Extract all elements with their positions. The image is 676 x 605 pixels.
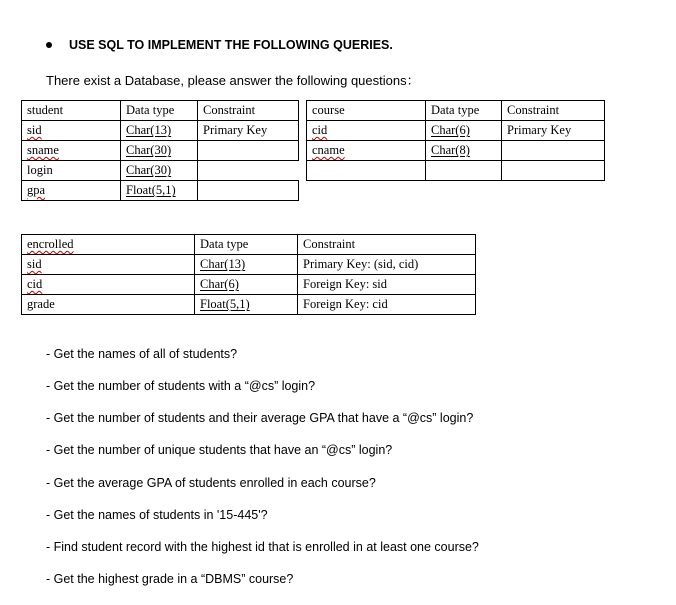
table-cell: gpa [27,183,46,197]
table-row [22,275,476,295]
table-cell [502,141,605,161]
table-cell: cid [27,277,43,291]
table-cell: Char(8) [431,143,470,157]
table-row [22,255,476,275]
table-cell [198,161,299,181]
table-row [22,235,476,255]
table-cell [307,161,426,181]
table-header-cell: Constraint [198,101,299,121]
table-header-cell: student [22,101,121,121]
table-header-cell: encrolled [27,237,74,251]
table-cell [198,181,299,201]
table-cell: Float(5,1) [126,183,176,197]
heading-bullet [46,38,393,52]
question-item: - Get the number of students with a “@cs” login? [46,379,316,393]
table-row [307,141,605,161]
table-row [307,121,605,141]
heading-text: USE SQL TO IMPLEMENT THE FOLLOWING QUERIES. [69,38,393,52]
table-cell: Char(13) [200,257,246,271]
table-header-cell: Data type [195,235,298,255]
table-row [22,181,299,201]
question-item: - Get the average GPA of students enrolled in each course? [46,476,376,490]
table-cell: sid [27,257,42,271]
question-item: - Find student record with the highest id that is enrolled in at least one course? [46,540,479,554]
table-cell: cid [312,123,328,137]
table-header-cell: Constraint [502,101,605,121]
table-cell: Primary Key [502,121,605,141]
table-header-cell: Data type [121,101,198,121]
student-table [21,100,299,201]
table-cell [426,161,502,181]
question-item: - Get the names of students in '15-445'? [46,508,268,522]
question-item: - Get the number of unique students that have an “@cs” login? [46,443,393,457]
table-cell: Char(13) [126,123,172,137]
table-cell [198,141,299,161]
question-item: - Get the number of students and their average GPA that have a “@cs” login? [46,411,474,425]
table-cell: Char(30) [126,143,172,157]
table-row [22,141,299,161]
table-row [22,121,299,141]
table-header-cell: Data type [426,101,502,121]
table-cell: sid [27,123,42,137]
table-cell: Char(6) [200,277,239,291]
table-header-cell: Constraint [298,235,476,255]
table-cell: login [22,161,121,181]
enrolled-table [21,234,476,315]
table-row [22,101,299,121]
table-row [22,295,476,315]
table-row [307,161,605,181]
question-item: - Get the highest grade in a “DBMS” course? [46,572,294,586]
table-cell [502,161,605,181]
table-cell: cname [312,143,345,157]
table-cell: grade [22,295,195,315]
table-cell: Char(6) [431,123,470,137]
bullet-icon [46,42,52,48]
table-cell: Float(5,1) [200,297,250,311]
table-header-cell: course [307,101,426,121]
table-cell: Primary Key: (sid, cid) [298,255,476,275]
table-cell: Foreign Key: sid [298,275,476,295]
table-cell: Foreign Key: cid [298,295,476,315]
table-cell: Char(30) [126,163,172,177]
course-table [306,100,605,181]
table-cell: sname [27,143,59,157]
table-row [307,101,605,121]
question-item: - Get the names of all of students? [46,347,238,361]
table-row [22,161,299,181]
intro-text: There exist a Database, please answer the following questions： [46,73,420,88]
table-cell: Primary Key [198,121,299,141]
